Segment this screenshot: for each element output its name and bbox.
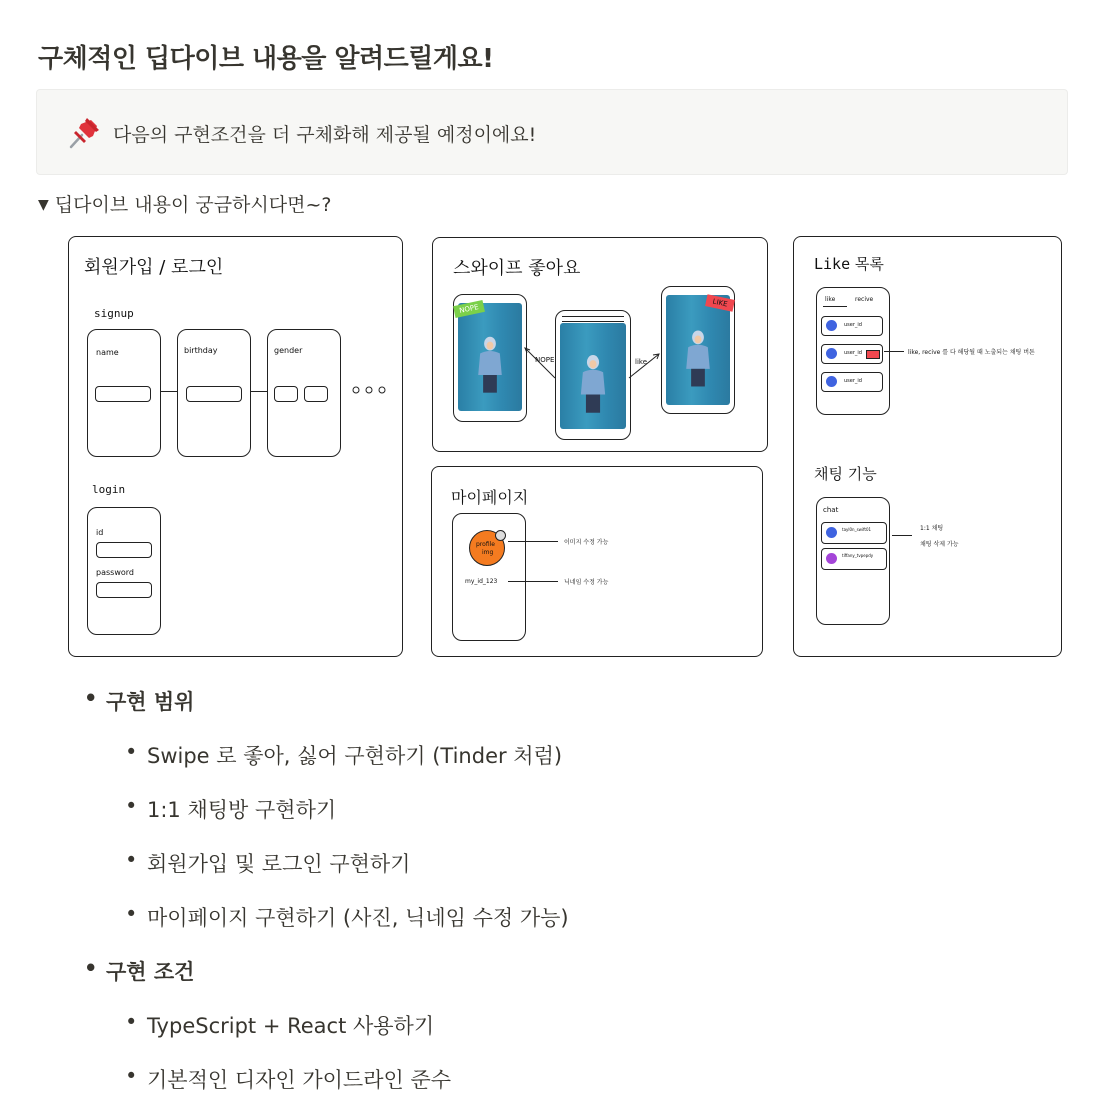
- like-title-en: Like: [814, 255, 851, 273]
- flow-arrow: [251, 391, 267, 392]
- avatar: [826, 376, 837, 387]
- signup-login-panel: [68, 236, 403, 657]
- mypage-panel-title: 마이페이지: [451, 488, 529, 507]
- screen-label: name: [96, 348, 119, 357]
- chat-note-1: 1:1 채팅: [920, 525, 944, 532]
- bullet-dot: •: [125, 848, 138, 872]
- note-arrow: [508, 581, 558, 582]
- profile-note: 이미지 수정 가능: [564, 539, 609, 546]
- more-dots-icon: [351, 385, 387, 395]
- id-field: [96, 542, 152, 558]
- bullet-dot: •: [125, 740, 138, 764]
- swipe-like-panel: [432, 237, 768, 452]
- birthday-field: [186, 386, 242, 402]
- list-item: [125, 740, 563, 770]
- like-chat-panel: [793, 236, 1062, 657]
- list-item: [125, 902, 569, 932]
- list-item: [125, 794, 337, 824]
- note-arrow: [508, 541, 558, 542]
- signup-label: signup: [94, 307, 134, 320]
- list-item: [125, 1010, 435, 1040]
- user-row: [821, 316, 883, 336]
- like-list-screen: [816, 287, 890, 415]
- mypage-screen: [452, 513, 526, 641]
- avatar: [826, 553, 837, 564]
- chat-title: 채팅 기능: [814, 465, 877, 483]
- chat-list-screen: [816, 497, 890, 625]
- bullet-dot: •: [125, 794, 138, 818]
- id-label: id: [96, 528, 104, 537]
- list-item-conditions: [84, 956, 195, 986]
- profile-label: img: [482, 549, 494, 556]
- chat-note-2: 채팅 삭제 가능: [920, 541, 959, 548]
- chat-button: [866, 350, 880, 359]
- tab-underline: [823, 306, 847, 307]
- scope-item: 마이페이지 구현하기 (사진, 닉네임 수정 가능): [147, 906, 569, 930]
- chat-row: [821, 548, 887, 570]
- user-name: user_id: [844, 378, 862, 384]
- chat-label: chat: [823, 506, 839, 514]
- note-arrow: [884, 351, 904, 352]
- like-arrow-label: like: [635, 358, 648, 366]
- list-item: [125, 1064, 452, 1094]
- nickname-text: my_id_123: [465, 578, 498, 585]
- chat-row: [821, 522, 887, 544]
- tab-like: like: [825, 296, 836, 303]
- nope-badge: NOPE: [453, 300, 485, 318]
- nope-arrow-label: NOPE: [535, 356, 555, 364]
- nickname-note: 닉네임 수정 가능: [564, 579, 609, 586]
- profile-label: profile: [476, 541, 495, 548]
- scope-item: Swipe 로 좋아, 싫어 구현하기 (Tinder 처럼): [147, 744, 563, 768]
- login-label: login: [92, 483, 126, 496]
- bullet-dot: •: [84, 686, 98, 710]
- gender-option-field: [304, 386, 328, 402]
- avatar: [826, 348, 837, 359]
- toggle-block[interactable]: [38, 190, 331, 217]
- scope-item: 1:1 채팅방 구현하기: [147, 798, 337, 822]
- camera-icon: [495, 530, 506, 541]
- note-arrow: [892, 535, 912, 536]
- password-label: password: [96, 568, 134, 577]
- pushpin-icon: [67, 114, 103, 150]
- scope-title: 구현 범위: [106, 690, 195, 714]
- login-screen: [87, 507, 161, 635]
- avatar: [826, 527, 837, 538]
- password-field: [96, 582, 152, 598]
- chat-user: tayl0n_swift01: [842, 527, 872, 532]
- like-panel-title: [814, 253, 884, 274]
- page-title: 구체적인 딥다이브 내용을 알려드릴게요!: [38, 44, 494, 74]
- callout-text: 다음의 구현조건을 더 구체화해 제공될 예정이에요!: [113, 124, 537, 146]
- mypage-panel: [431, 466, 763, 657]
- swipe-arrows: [433, 238, 767, 451]
- condition-item: TypeScript + React 사용하기: [147, 1014, 435, 1038]
- tab-receive: recive: [855, 296, 874, 303]
- user-row: [821, 344, 883, 364]
- screen-label: gender: [274, 346, 303, 355]
- user-name: user_id: [844, 322, 862, 328]
- list-item-scope: [84, 686, 195, 716]
- gender-option-field: [274, 386, 298, 402]
- callout: [36, 89, 1068, 175]
- bullet-dot: •: [84, 956, 98, 980]
- signup-panel-title: 회원가입 / 로그인: [84, 257, 224, 278]
- chat-user: tiffany_tvpepdy: [842, 553, 874, 558]
- bullet-dot: •: [125, 1064, 138, 1088]
- flow-arrow: [161, 391, 177, 392]
- bullet-dot: •: [125, 1010, 138, 1034]
- conditions-title: 구현 조건: [106, 960, 195, 984]
- avatar: [826, 320, 837, 331]
- signup-screen-gender: [267, 329, 341, 457]
- list-item: [125, 848, 411, 878]
- toggle-triangle-icon[interactable]: ▼: [38, 197, 49, 213]
- screen-label: birthday: [184, 346, 218, 355]
- name-field: [95, 386, 151, 402]
- scope-item: 회원가입 및 로그인 구현하기: [147, 852, 411, 876]
- like-badge: LIKE: [705, 294, 735, 312]
- user-row: [821, 372, 883, 392]
- swipe-panel-title: 스와이프 좋아요: [453, 258, 581, 279]
- user-name: user_id: [844, 350, 862, 356]
- signup-screen-name: [87, 329, 161, 457]
- bullet-dot: •: [125, 902, 138, 926]
- toggle-label: 딥다이브 내용이 궁금하시다면~?: [54, 194, 332, 216]
- signup-screen-birthday: [177, 329, 251, 457]
- condition-item: 기본적인 디자인 가이드라인 준수: [147, 1068, 452, 1092]
- like-title-ko: 목록: [854, 255, 884, 273]
- like-note: like, recive 를 다 해당될 때 노출되는 채팅 버튼: [908, 349, 1035, 356]
